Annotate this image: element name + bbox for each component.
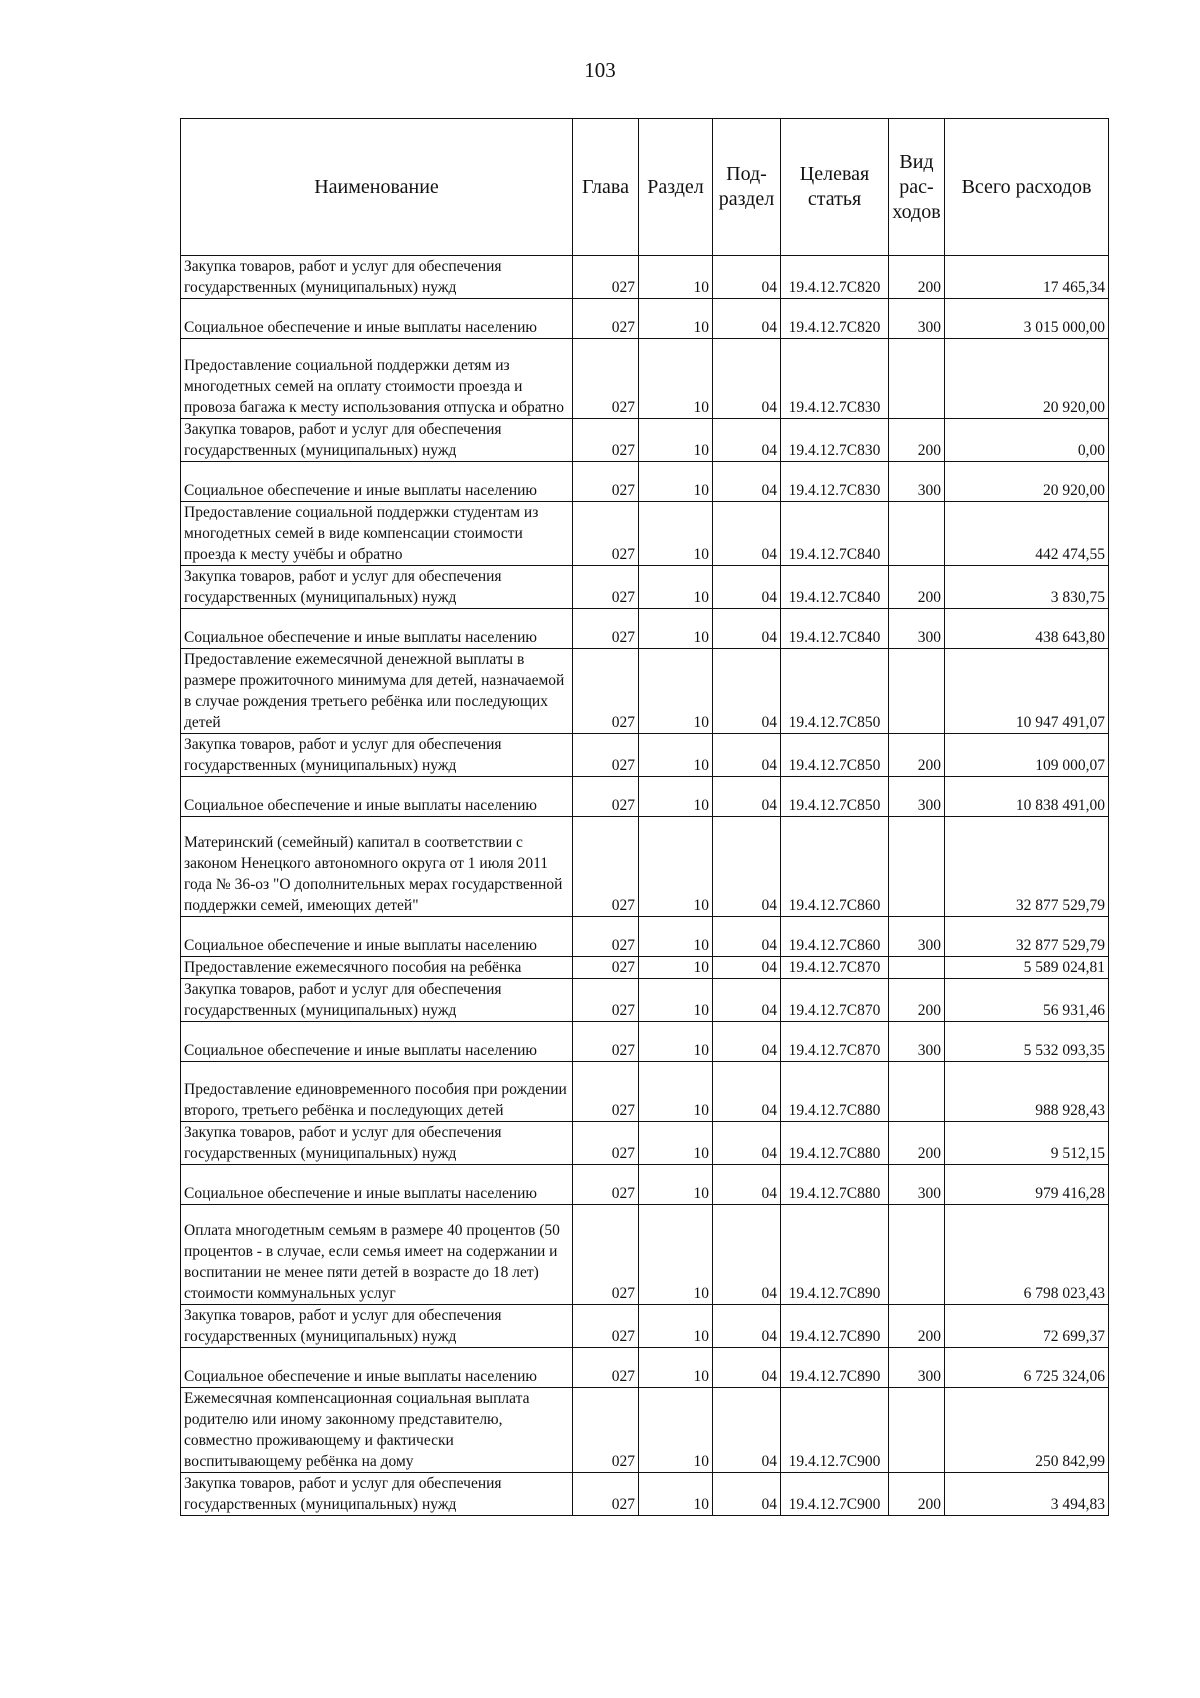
row-section: 10	[639, 462, 713, 502]
row-section: 10	[639, 339, 713, 419]
row-kind: 200	[889, 734, 945, 777]
row-name: Закупка товаров, работ и услуг для обеспечения государственных (муниципальных) нужд	[181, 1473, 573, 1516]
row-total: 32 877 529,79	[945, 917, 1109, 957]
row-section: 10	[639, 1388, 713, 1473]
row-target: 19.4.12.7С850	[781, 777, 889, 817]
row-chapter: 027	[573, 1473, 639, 1516]
row-subsection: 04	[713, 462, 781, 502]
row-section: 10	[639, 502, 713, 566]
row-target: 19.4.12.7С870	[781, 979, 889, 1022]
row-kind	[889, 957, 945, 979]
row-name: Социальное обеспечение и иные выплаты населению	[181, 299, 573, 339]
table-row	[181, 1388, 1109, 1473]
row-chapter: 027	[573, 1122, 639, 1165]
row-target: 19.4.12.7С830	[781, 462, 889, 502]
row-subsection: 04	[713, 817, 781, 917]
row-subsection: 04	[713, 979, 781, 1022]
table-row	[181, 979, 1109, 1022]
row-kind	[889, 502, 945, 566]
table-row	[181, 1022, 1109, 1062]
row-target: 19.4.12.7С850	[781, 734, 889, 777]
row-total: 17 465,34	[945, 256, 1109, 299]
row-subsection: 04	[713, 777, 781, 817]
row-subsection: 04	[713, 502, 781, 566]
header-subsection: Под- раздел	[713, 119, 781, 256]
table-row	[181, 957, 1109, 979]
row-name: Предоставление социальной поддержки детям из многодетных семей на оплату стоимости проезда и провоза багажа к месту использования отпуска и обратно	[181, 339, 573, 419]
row-target: 19.4.12.7С890	[781, 1205, 889, 1305]
row-name: Закупка товаров, работ и услуг для обеспечения государственных (муниципальных) нужд	[181, 419, 573, 462]
row-kind	[889, 1062, 945, 1122]
row-section: 10	[639, 1062, 713, 1122]
row-name: Социальное обеспечение и иные выплаты населению	[181, 917, 573, 957]
row-total: 9 512,15	[945, 1122, 1109, 1165]
row-target: 19.4.12.7С880	[781, 1122, 889, 1165]
table-row	[181, 1473, 1109, 1516]
table-row	[181, 339, 1109, 419]
row-subsection: 04	[713, 1062, 781, 1122]
row-name: Социальное обеспечение и иные выплаты населению	[181, 1022, 573, 1062]
row-section: 10	[639, 1473, 713, 1516]
table-row	[181, 1305, 1109, 1348]
row-subsection: 04	[713, 299, 781, 339]
row-total: 438 643,80	[945, 609, 1109, 649]
row-target: 19.4.12.7С840	[781, 502, 889, 566]
row-section: 10	[639, 1022, 713, 1062]
row-kind	[889, 1388, 945, 1473]
row-subsection: 04	[713, 1305, 781, 1348]
table-row	[181, 1165, 1109, 1205]
row-section: 10	[639, 649, 713, 734]
row-name: Ежемесячная компенсационная социальная выплата родителю или иному законному представителю, совместно проживающему и фактически воспитывающему ребёнка на дому	[181, 1388, 573, 1473]
row-kind	[889, 649, 945, 734]
table-row	[181, 1062, 1109, 1122]
row-section: 10	[639, 566, 713, 609]
row-chapter: 027	[573, 609, 639, 649]
header-kind: Вид рас- ходов	[889, 119, 945, 256]
table-row	[181, 419, 1109, 462]
row-total: 3 494,83	[945, 1473, 1109, 1516]
row-section: 10	[639, 1348, 713, 1388]
row-name: Социальное обеспечение и иные выплаты населению	[181, 609, 573, 649]
row-total: 10 947 491,07	[945, 649, 1109, 734]
row-kind: 300	[889, 777, 945, 817]
row-total: 3 830,75	[945, 566, 1109, 609]
row-total: 442 474,55	[945, 502, 1109, 566]
row-total: 109 000,07	[945, 734, 1109, 777]
row-section: 10	[639, 734, 713, 777]
table-body	[181, 256, 1109, 1516]
row-total: 72 699,37	[945, 1305, 1109, 1348]
row-subsection: 04	[713, 1205, 781, 1305]
row-target: 19.4.12.7С820	[781, 256, 889, 299]
row-target: 19.4.12.7С840	[781, 566, 889, 609]
row-chapter: 027	[573, 1022, 639, 1062]
row-subsection: 04	[713, 1122, 781, 1165]
row-name: Предоставление единовременного пособия при рождении второго, третьего ребёнка и последующих детей	[181, 1062, 573, 1122]
row-kind	[889, 1205, 945, 1305]
row-target: 19.4.12.7С880	[781, 1165, 889, 1205]
header-row	[181, 119, 1109, 256]
row-chapter: 027	[573, 649, 639, 734]
row-section: 10	[639, 957, 713, 979]
table-row	[181, 566, 1109, 609]
row-total: 3 015 000,00	[945, 299, 1109, 339]
row-total: 988 928,43	[945, 1062, 1109, 1122]
header-name: Наименование	[181, 119, 573, 256]
row-kind: 300	[889, 917, 945, 957]
row-section: 10	[639, 1305, 713, 1348]
table-row	[181, 734, 1109, 777]
row-target: 19.4.12.7С900	[781, 1388, 889, 1473]
table-row	[181, 917, 1109, 957]
row-name: Социальное обеспечение и иные выплаты населению	[181, 1348, 573, 1388]
row-kind: 300	[889, 1165, 945, 1205]
table-row	[181, 299, 1109, 339]
row-subsection: 04	[713, 957, 781, 979]
row-chapter: 027	[573, 1165, 639, 1205]
page-number: 103	[584, 58, 616, 82]
row-name: Закупка товаров, работ и услуг для обеспечения государственных (муниципальных) нужд	[181, 979, 573, 1022]
row-target: 19.4.12.7С900	[781, 1473, 889, 1516]
row-chapter: 027	[573, 1062, 639, 1122]
row-section: 10	[639, 609, 713, 649]
row-total: 5 532 093,35	[945, 1022, 1109, 1062]
row-section: 10	[639, 256, 713, 299]
row-kind: 300	[889, 609, 945, 649]
header-target: Целевая статья	[781, 119, 889, 256]
row-chapter: 027	[573, 419, 639, 462]
row-chapter: 027	[573, 566, 639, 609]
row-chapter: 027	[573, 1348, 639, 1388]
row-kind: 300	[889, 1022, 945, 1062]
row-name: Закупка товаров, работ и услуг для обеспечения государственных (муниципальных) нужд	[181, 1122, 573, 1165]
row-name: Социальное обеспечение и иные выплаты населению	[181, 1165, 573, 1205]
row-chapter: 027	[573, 917, 639, 957]
row-target: 19.4.12.7С840	[781, 609, 889, 649]
table-row	[181, 817, 1109, 917]
row-subsection: 04	[713, 609, 781, 649]
row-section: 10	[639, 979, 713, 1022]
table-row	[181, 1122, 1109, 1165]
row-chapter: 027	[573, 256, 639, 299]
row-section: 10	[639, 1205, 713, 1305]
header-chapter: Глава	[573, 119, 639, 256]
row-target: 19.4.12.7С880	[781, 1062, 889, 1122]
row-section: 10	[639, 1165, 713, 1205]
row-kind: 300	[889, 1348, 945, 1388]
row-target: 19.4.12.7С870	[781, 1022, 889, 1062]
row-section: 10	[639, 299, 713, 339]
row-target: 19.4.12.7С830	[781, 339, 889, 419]
row-kind: 300	[889, 462, 945, 502]
row-subsection: 04	[713, 419, 781, 462]
row-kind: 200	[889, 566, 945, 609]
row-kind	[889, 339, 945, 419]
row-chapter: 027	[573, 299, 639, 339]
row-total: 56 931,46	[945, 979, 1109, 1022]
row-chapter: 027	[573, 777, 639, 817]
row-subsection: 04	[713, 734, 781, 777]
row-subsection: 04	[713, 649, 781, 734]
row-name: Материнский (семейный) капитал в соответствии с законом Ненецкого автономного округа от 1 июля 2011 года № 36-оз "О дополнительных мерах государственной поддержки семей, имеющих детей"	[181, 817, 573, 917]
row-target: 19.4.12.7С890	[781, 1305, 889, 1348]
row-kind: 300	[889, 299, 945, 339]
table-row	[181, 1205, 1109, 1305]
row-total: 10 838 491,00	[945, 777, 1109, 817]
row-subsection: 04	[713, 1473, 781, 1516]
row-kind: 200	[889, 1305, 945, 1348]
row-subsection: 04	[713, 917, 781, 957]
table-row	[181, 777, 1109, 817]
row-total: 0,00	[945, 419, 1109, 462]
row-name: Закупка товаров, работ и услуг для обеспечения государственных (муниципальных) нужд	[181, 256, 573, 299]
table-row	[181, 502, 1109, 566]
row-subsection: 04	[713, 1022, 781, 1062]
row-chapter: 027	[573, 1205, 639, 1305]
row-chapter: 027	[573, 502, 639, 566]
table-row	[181, 1348, 1109, 1388]
row-section: 10	[639, 1122, 713, 1165]
row-chapter: 027	[573, 462, 639, 502]
row-kind: 200	[889, 979, 945, 1022]
row-name: Социальное обеспечение и иные выплаты населению	[181, 462, 573, 502]
row-chapter: 027	[573, 1305, 639, 1348]
table-row	[181, 462, 1109, 502]
row-kind: 200	[889, 1473, 945, 1516]
row-subsection: 04	[713, 339, 781, 419]
row-chapter: 027	[573, 339, 639, 419]
table-row	[181, 609, 1109, 649]
row-subsection: 04	[713, 1388, 781, 1473]
row-chapter: 027	[573, 817, 639, 917]
budget-table	[180, 118, 1109, 1516]
row-kind: 200	[889, 1122, 945, 1165]
row-name: Закупка товаров, работ и услуг для обеспечения государственных (муниципальных) нужд	[181, 566, 573, 609]
row-target: 19.4.12.7С870	[781, 957, 889, 979]
row-section: 10	[639, 917, 713, 957]
row-subsection: 04	[713, 566, 781, 609]
row-section: 10	[639, 419, 713, 462]
row-chapter: 027	[573, 1388, 639, 1473]
header-total: Всего расходов	[945, 119, 1109, 256]
table-row	[181, 256, 1109, 299]
row-kind	[889, 817, 945, 917]
row-chapter: 027	[573, 957, 639, 979]
row-total: 250 842,99	[945, 1388, 1109, 1473]
row-kind: 200	[889, 419, 945, 462]
row-target: 19.4.12.7С850	[781, 649, 889, 734]
row-chapter: 027	[573, 734, 639, 777]
row-name: Закупка товаров, работ и услуг для обеспечения государственных (муниципальных) нужд	[181, 734, 573, 777]
row-subsection: 04	[713, 1348, 781, 1388]
row-name: Закупка товаров, работ и услуг для обеспечения государственных (муниципальных) нужд	[181, 1305, 573, 1348]
row-total: 5 589 024,81	[945, 957, 1109, 979]
table-row	[181, 649, 1109, 734]
row-total: 20 920,00	[945, 339, 1109, 419]
row-total: 32 877 529,79	[945, 817, 1109, 917]
row-total: 6 725 324,06	[945, 1348, 1109, 1388]
row-kind: 200	[889, 256, 945, 299]
row-target: 19.4.12.7С820	[781, 299, 889, 339]
row-target: 19.4.12.7С890	[781, 1348, 889, 1388]
row-chapter: 027	[573, 979, 639, 1022]
row-section: 10	[639, 817, 713, 917]
row-name: Оплата многодетным семьям в размере 40 процентов (50 процентов - в случае, если семья имеет на содержании и воспитании не менее пяти детей в возрасте до 18 лет) стоимости коммунальных услуг	[181, 1205, 573, 1305]
row-total: 20 920,00	[945, 462, 1109, 502]
row-name: Предоставление ежемесячной денежной выплаты в размере прожиточного минимума для детей, назначаемой в случае рождения третьего ребёнка или последующих детей	[181, 649, 573, 734]
row-target: 19.4.12.7С860	[781, 817, 889, 917]
row-name: Предоставление социальной поддержки студентам из многодетных семей в виде компенсации стоимости проезда к месту учёбы и обратно	[181, 502, 573, 566]
header-section: Раздел	[639, 119, 713, 256]
row-name: Социальное обеспечение и иные выплаты населению	[181, 777, 573, 817]
row-total: 979 416,28	[945, 1165, 1109, 1205]
row-subsection: 04	[713, 1165, 781, 1205]
row-target: 19.4.12.7С830	[781, 419, 889, 462]
row-subsection: 04	[713, 256, 781, 299]
row-total: 6 798 023,43	[945, 1205, 1109, 1305]
row-target: 19.4.12.7С860	[781, 917, 889, 957]
row-section: 10	[639, 777, 713, 817]
row-name: Предоставление ежемесячного пособия на ребёнка	[181, 957, 573, 979]
